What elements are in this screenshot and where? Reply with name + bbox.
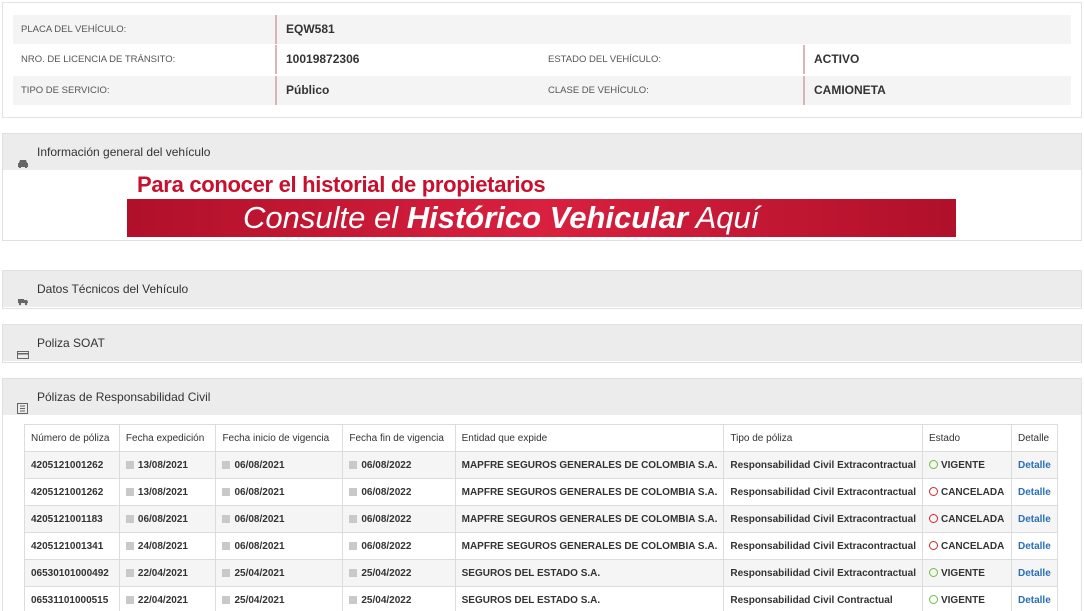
calendar-icon <box>126 515 134 523</box>
estado-cell <box>922 533 1011 560</box>
expedicion-date: 13/08/2021 <box>137 486 188 498</box>
expedicion-date: 22/04/2021 <box>137 567 188 579</box>
estado-cell <box>922 587 1011 611</box>
expedicion-cell <box>119 479 216 506</box>
x-circle-icon <box>929 514 938 523</box>
col-header[interactable]: Número de póliza <box>25 425 120 452</box>
info-row-placa <box>13 15 1071 44</box>
estado-text: VIGENTE <box>940 459 985 471</box>
inicio-date: 06/08/2021 <box>234 486 285 498</box>
servicio-label: TIPO DE SERVICIO: <box>21 85 110 96</box>
inicio-cell <box>216 506 343 533</box>
datos-tecnicos-header[interactable] <box>3 271 1081 307</box>
entidad: SEGUROS DEL ESTADO S.A. <box>455 587 724 611</box>
calendar-icon <box>349 515 357 523</box>
section-datos-tecnicos <box>2 270 1082 309</box>
fin-cell <box>343 560 455 587</box>
table-row <box>25 506 1058 533</box>
calendar-icon <box>126 461 134 469</box>
responsabilidad-title: Pólizas de Responsabilidad Civil <box>37 390 211 404</box>
expedicion-date: 06/08/2021 <box>137 513 188 525</box>
policy-number: 4205121001262 <box>25 452 120 479</box>
col-header[interactable]: Tipo de póliza <box>724 425 923 452</box>
estado-cell <box>922 452 1011 479</box>
clase-label: CLASE DE VEHÍCULO: <box>548 85 649 96</box>
estado-cell <box>922 560 1011 587</box>
entidad: SEGUROS DEL ESTADO S.A. <box>455 560 724 587</box>
policy-number: 06531101000515 <box>25 587 120 611</box>
estado-cell <box>922 506 1011 533</box>
calendar-icon <box>349 488 357 496</box>
detalle-cell[interactable] <box>1011 452 1057 479</box>
table-row <box>25 560 1058 587</box>
entidad: MAPFRE SEGUROS GENERALES DE COLOMBIA S.A. <box>455 533 724 560</box>
soat-title: Poliza SOAT <box>37 336 105 350</box>
policy-number: 4205121001183 <box>25 506 120 533</box>
policy-number: 06530101000492 <box>25 560 120 587</box>
col-header[interactable]: Fecha fin de vigencia <box>343 425 455 452</box>
detalle-cell[interactable] <box>1011 533 1057 560</box>
table-row <box>25 479 1058 506</box>
vehicle-info-panel <box>2 2 1082 118</box>
car-icon <box>17 147 29 157</box>
responsabilidad-header[interactable] <box>3 379 1081 415</box>
entidad: MAPFRE SEGUROS GENERALES DE COLOMBIA S.A. <box>455 506 724 533</box>
clase-value: CAMIONETA <box>803 76 886 105</box>
estado-vehiculo-label: ESTADO DEL VEHÍCULO: <box>548 54 661 65</box>
inicio-cell <box>216 479 343 506</box>
info-row-licencia <box>13 45 1071 74</box>
inicio-date: 06/08/2021 <box>234 540 285 552</box>
table-row <box>25 587 1058 611</box>
tipo-poliza: Responsabilidad Civil Extracontractual <box>724 452 923 479</box>
placa-label: PLACA DEL VEHÍCULO: <box>21 24 127 35</box>
tipo-poliza: Responsabilidad Civil Contractual <box>724 587 923 611</box>
calendar-icon <box>126 542 134 550</box>
detalle-link[interactable]: Detalle <box>1017 594 1051 606</box>
detalle-link[interactable]: Detalle <box>1017 486 1051 498</box>
col-header[interactable]: Fecha inicio de vigencia <box>216 425 343 452</box>
col-header[interactable]: Entidad que expide <box>455 425 724 452</box>
col-header[interactable]: Fecha expedición <box>119 425 216 452</box>
inicio-cell <box>216 533 343 560</box>
banner-historial-text[interactable]: Para conocer el historial de propietarios <box>137 172 546 197</box>
truck-icon <box>17 284 29 294</box>
calendar-icon <box>349 542 357 550</box>
tipo-poliza: Responsabilidad Civil Extracontractual <box>724 560 923 587</box>
col-header: Detalle <box>1011 425 1057 452</box>
fin-cell <box>343 506 455 533</box>
expedicion-cell <box>119 506 216 533</box>
detalle-cell[interactable] <box>1011 587 1057 611</box>
info-general-title: Información general del vehículo <box>37 145 211 159</box>
detalle-link[interactable]: Detalle <box>1017 513 1051 525</box>
expedicion-cell <box>119 587 216 611</box>
detalle-cell[interactable] <box>1011 506 1057 533</box>
calendar-icon <box>222 461 230 469</box>
banner-suffix: Aquí <box>688 200 760 235</box>
datos-tecnicos-title: Datos Técnicos del Vehículo <box>37 282 189 296</box>
fin-date: 06/08/2022 <box>361 486 412 498</box>
inicio-cell <box>216 452 343 479</box>
x-circle-icon <box>929 541 938 550</box>
calendar-icon <box>126 569 134 577</box>
estado-text: CANCELADA <box>940 486 1005 498</box>
calendar-icon <box>126 596 134 604</box>
check-circle-icon <box>929 595 938 604</box>
estado-text: VIGENTE <box>940 567 985 579</box>
expedicion-date: 24/08/2021 <box>137 540 188 552</box>
detalle-link[interactable]: Detalle <box>1017 540 1051 552</box>
list-icon <box>17 392 29 402</box>
inicio-date: 25/04/2021 <box>234 567 285 579</box>
tipo-poliza: Responsabilidad Civil Extracontractual <box>724 533 923 560</box>
detalle-cell[interactable] <box>1011 560 1057 587</box>
col-header[interactable]: Estado <box>922 425 1011 452</box>
calendar-icon <box>126 488 134 496</box>
tipo-poliza: Responsabilidad Civil Extracontractual <box>724 479 923 506</box>
estado-text: CANCELADA <box>940 513 1005 525</box>
inicio-date: 25/04/2021 <box>234 594 285 606</box>
detalle-link[interactable]: Detalle <box>1017 567 1051 579</box>
estado-cell <box>922 479 1011 506</box>
fin-cell <box>343 479 455 506</box>
fin-date: 06/08/2022 <box>361 540 412 552</box>
calendar-icon <box>222 488 230 496</box>
check-circle-icon <box>929 568 938 577</box>
fin-date: 06/08/2022 <box>361 513 412 525</box>
x-circle-icon <box>929 487 938 496</box>
fin-date: 25/04/2022 <box>361 594 412 606</box>
expedicion-date: 13/08/2021 <box>137 459 188 471</box>
servicio-value: Público <box>275 76 329 105</box>
expedicion-cell <box>119 452 216 479</box>
estado-vehiculo-value: ACTIVO <box>803 45 859 74</box>
banner-bold: Histórico Vehicular <box>406 200 689 235</box>
fin-date: 06/08/2022 <box>361 459 412 471</box>
expedicion-cell <box>119 533 216 560</box>
detalle-cell[interactable] <box>1011 479 1057 506</box>
check-circle-icon <box>929 460 938 469</box>
info-general-header[interactable] <box>3 134 1081 170</box>
calendar-icon <box>222 596 230 604</box>
inicio-date: 06/08/2021 <box>234 459 285 471</box>
fin-date: 25/04/2022 <box>361 567 412 579</box>
inicio-cell <box>216 587 343 611</box>
calendar-icon <box>222 569 230 577</box>
calendar-icon <box>222 542 230 550</box>
info-row-servicio <box>13 76 1071 105</box>
policies-table <box>24 424 1058 611</box>
entidad: MAPFRE SEGUROS GENERALES DE COLOMBIA S.A. <box>455 452 724 479</box>
inicio-cell <box>216 560 343 587</box>
entidad: MAPFRE SEGUROS GENERALES DE COLOMBIA S.A. <box>455 479 724 506</box>
expedicion-date: 22/04/2021 <box>137 594 188 606</box>
policy-number: 4205121001262 <box>25 479 120 506</box>
calendar-icon <box>349 596 357 604</box>
placa-value: EQW581 <box>275 15 335 44</box>
table-row <box>25 452 1058 479</box>
calendar-icon <box>222 515 230 523</box>
licencia-label: NRO. DE LICENCIA DE TRÁNSITO: <box>21 54 176 65</box>
tipo-poliza: Responsabilidad Civil Extracontractual <box>724 506 923 533</box>
fin-cell <box>343 452 455 479</box>
table-row <box>25 533 1058 560</box>
calendar-icon <box>349 461 357 469</box>
section-soat <box>2 324 1082 363</box>
banner-prefix: Consulte el <box>243 200 407 235</box>
fin-cell <box>343 587 455 611</box>
policy-number: 4205121001341 <box>25 533 120 560</box>
card-icon <box>17 338 29 348</box>
inicio-date: 06/08/2021 <box>234 513 285 525</box>
detalle-link[interactable]: Detalle <box>1017 459 1051 471</box>
fin-cell <box>343 533 455 560</box>
licencia-value: 10019872306 <box>275 45 359 74</box>
expedicion-cell <box>119 560 216 587</box>
estado-text: VIGENTE <box>940 594 985 606</box>
soat-header[interactable] <box>3 325 1081 361</box>
estado-text: CANCELADA <box>940 540 1005 552</box>
table-header-row <box>25 425 1058 452</box>
banner-historico-link[interactable] <box>127 199 956 237</box>
calendar-icon <box>349 569 357 577</box>
